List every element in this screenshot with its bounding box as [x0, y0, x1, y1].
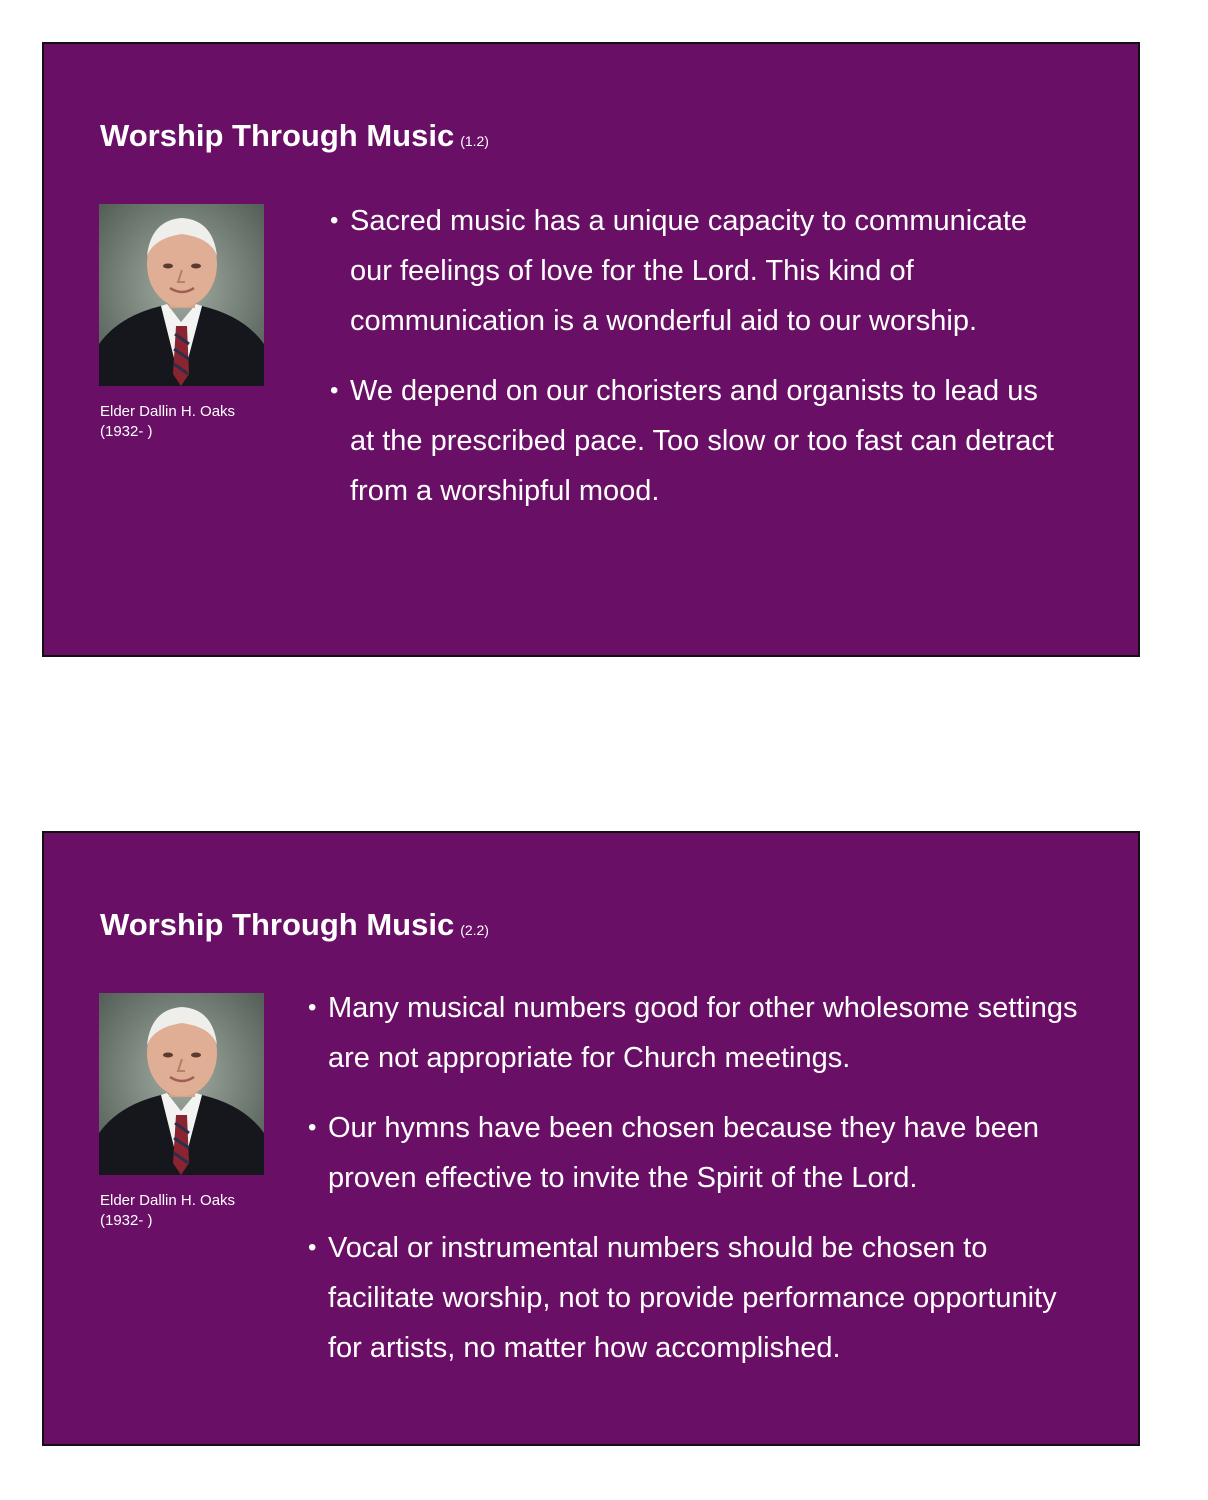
bullet-item: • Our hymns have been chosen because they have been proven effective to invite the Spirit of the Lord. — [308, 1103, 1098, 1203]
slide-number: (2.2) — [460, 922, 489, 938]
speaker-name: Elder Dallin H. Oaks — [100, 1192, 236, 1209]
bullet-item: • Sacred music has a unique capacity to communicate our feelings of love for the Lord. This kind of communication is a wonderful aid to our worship. — [330, 196, 1070, 346]
portrait-photo — [99, 204, 264, 386]
speaker-name: Elder Dallin H. Oaks — [100, 403, 236, 420]
portrait-caption — [100, 402, 235, 442]
slide-number: (1.2) — [460, 133, 489, 149]
speaker-years: (1932- ) — [100, 1212, 153, 1229]
portrait-caption — [100, 1191, 235, 1231]
bullet-list — [330, 196, 1070, 536]
slide-title: Worship Through Music (2.2) — [100, 907, 489, 942]
bullet-item: • Many musical numbers good for other wholesome settings are not appropriate for Church meetings. — [308, 983, 1098, 1083]
bullet-list — [308, 983, 1098, 1393]
slide-title: Worship Through Music (1.2) — [100, 118, 489, 153]
bullet-item: • We depend on our choristers and organists to lead us at the prescribed pace. Too slow or too fast can detract from a worshipful mood. — [330, 366, 1070, 516]
slide-2 — [42, 831, 1140, 1446]
portrait-photo — [99, 993, 264, 1175]
bullet-item: • Vocal or instrumental numbers should be chosen to facilitate worship, not to provide performance opportunity for artists, no matter how accomplished. — [308, 1223, 1098, 1373]
slide-1 — [42, 42, 1140, 657]
speaker-years: (1932- ) — [100, 423, 153, 440]
